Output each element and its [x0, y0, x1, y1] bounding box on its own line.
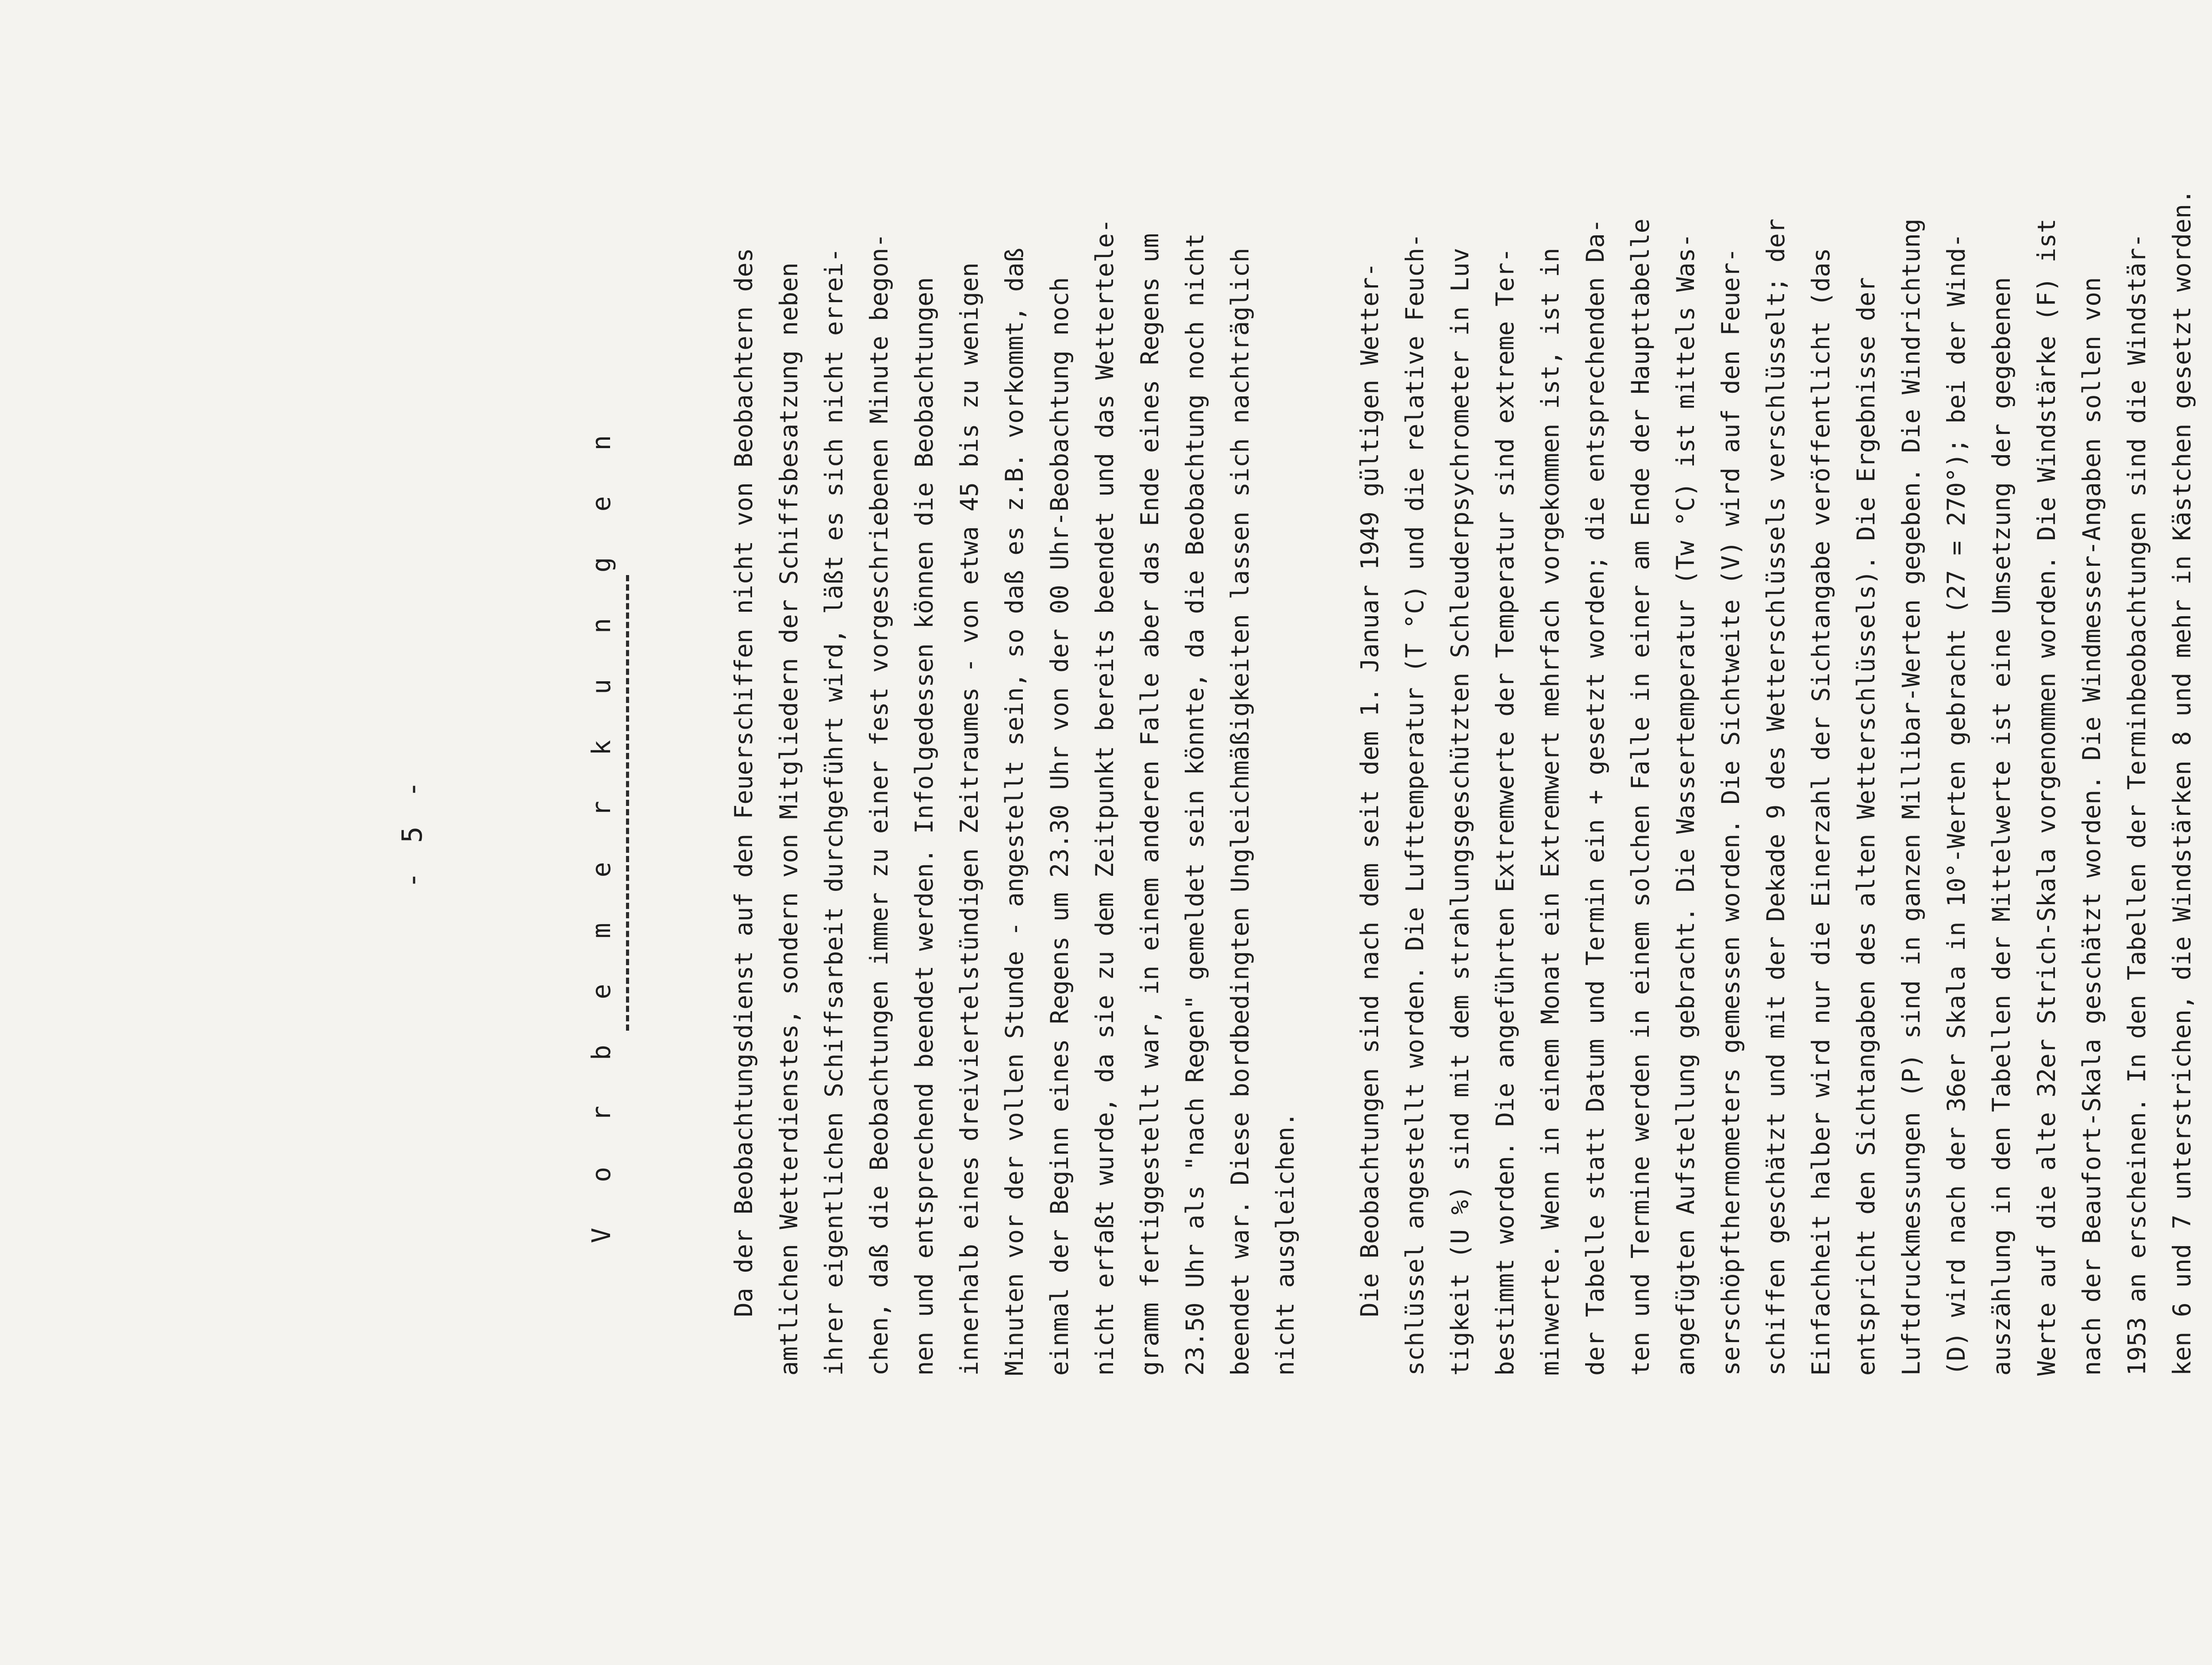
text-line: 23.50 Uhr als "nach Regen" gemeldet sein könnte, da die Beobachtung noch nicht — [1181, 233, 1209, 1376]
text-line: nach der Beaufort-Skala geschätzt worden. Die Windmesser-Angaben sollen von — [2078, 277, 2106, 1376]
page-number: - 5 - — [396, 775, 428, 889]
text-line: Werte auf die alte 32er Strich-Skala vorgenommen worden. Die Windstärke (F) ist — [2032, 219, 2061, 1376]
text-line: 1953 an erscheinen. In den Tabellen der Terminbeobachtungen sind die Windstär- — [2123, 233, 2151, 1376]
text-line: serschöpfthermometers gemessen worden. Die Sichtweite (V) wird auf den Feuer- — [1717, 248, 1745, 1376]
text-line: schiffen geschätzt und mit der Dekade 9 des Wetterschlüssels verschlüsselt; der — [1762, 219, 1790, 1376]
text-line: ken 6 und 7 unterstrichen, die Windstärken 8 und mehr in Kästchen gesetzt worden. — [2168, 189, 2196, 1376]
text-line: angefügten Aufstellung gebracht. Die Wassertemperatur (Tw °C) ist mittels Was- — [1671, 233, 1700, 1376]
paragraph-observation-service — [721, 219, 1308, 1376]
text-line: bestimmt worden. Die angeführten Extremwerte der Temperatur sind extreme Ter- — [1491, 248, 1519, 1376]
text-line: ten und Termine werden in einem solchen Falle in einer am Ende der Haupttabelle — [1626, 219, 1655, 1376]
text-line: minwerte. Wenn in einem Monat ein Extremwert mehrfach vorgekommen ist, ist in — [1536, 248, 1564, 1376]
text-line: (D) wird nach der 36er Skala in 10°-Werten gebracht (27 = 270°); bei der Wind- — [1942, 233, 1970, 1376]
text-line: beendet war. Diese bordbedingten Ungleichmäßigkeiten lassen sich nachträglich — [1226, 248, 1254, 1376]
text-line: entspricht den Sichtangaben des alten Wetterschlüssels). Die Ergebnisse der — [1852, 277, 1880, 1376]
text-line: tigkeit (U %) sind mit dem strahlungsgeschützten Schleuderpsychrometer in Luv — [1446, 248, 1474, 1376]
text-line: Luftdruckmessungen (P) sind in ganzen Millibar-Werten gegeben. Die Windrichtung — [1897, 219, 1925, 1376]
text-line: nicht ausgleichen. — [1271, 1112, 1299, 1376]
text-line — [2204, 243, 2212, 1376]
text-line: ihrer eigentlichen Schiffsarbeit durchgeführt wird, läßt es sich nicht errei- — [820, 248, 848, 1376]
text-line: Minuten vor der vollen Stunde - angestellt sein, so daß es z.B. vorkommt, daß — [1000, 248, 1029, 1376]
text-line: auszählung in den Tabellen der Mittelwerte ist eine Umsetzung der gegebenen — [1987, 277, 2016, 1376]
text-line: schlüssel angestellt worden. Die Lufttemperatur (T °C) und die relative Feuch- — [1401, 233, 1429, 1376]
text-line: nicht erfaßt wurde, da sie zu dem Zeitpunkt bereits beendet und das Wettertele- — [1091, 219, 1119, 1376]
text-line: Einfachheit halber wird nur die Einerzahl der Sichtangabe veröffentlicht (das — [1807, 248, 1835, 1376]
title-underline — [626, 575, 629, 1031]
text-line: chen, daß die Beobachtungen immer zu einer fest vorgeschriebenen Minute begon- — [865, 233, 893, 1376]
text-line: Da der Beobachtungsdienst auf den Feuerschiffen nicht von Beobachtern des — [730, 248, 758, 1376]
rotated-document-page — [237, 189, 2196, 1473]
text-line: innerhalb eines dreiviertelstündigen Zeitraumes - von etwa 45 bis zu wenigen — [955, 262, 983, 1376]
text-line: Die Beobachtungen sind nach dem seit dem 1. Januar 1949 gültigen Wetter- — [1356, 262, 1384, 1376]
text-line: nen und entsprechend beendet werden. Infolgedessen können die Beobachtungen — [910, 277, 938, 1376]
text-line: einmal der Beginn eines Regens um 23.30 Uhr von der 00 Uhr-Beobachtung noch — [1045, 277, 1074, 1376]
text-line: der Tabelle statt Datum und Termin ein + gesetzt worden; die entsprechenden Da- — [1581, 219, 1609, 1376]
paragraph-observation-methods — [1347, 189, 2212, 1376]
text-line: gramm fertiggestellt war, in einem anderen Falle aber das Ende eines Regens um — [1136, 233, 1164, 1376]
page-title: V o r b e m e r k u n g e n — [586, 420, 616, 1243]
text-line: amtlichen Wetterdienstes, sondern von Mitgliedern der Schiffsbesatzung neben — [775, 262, 803, 1376]
